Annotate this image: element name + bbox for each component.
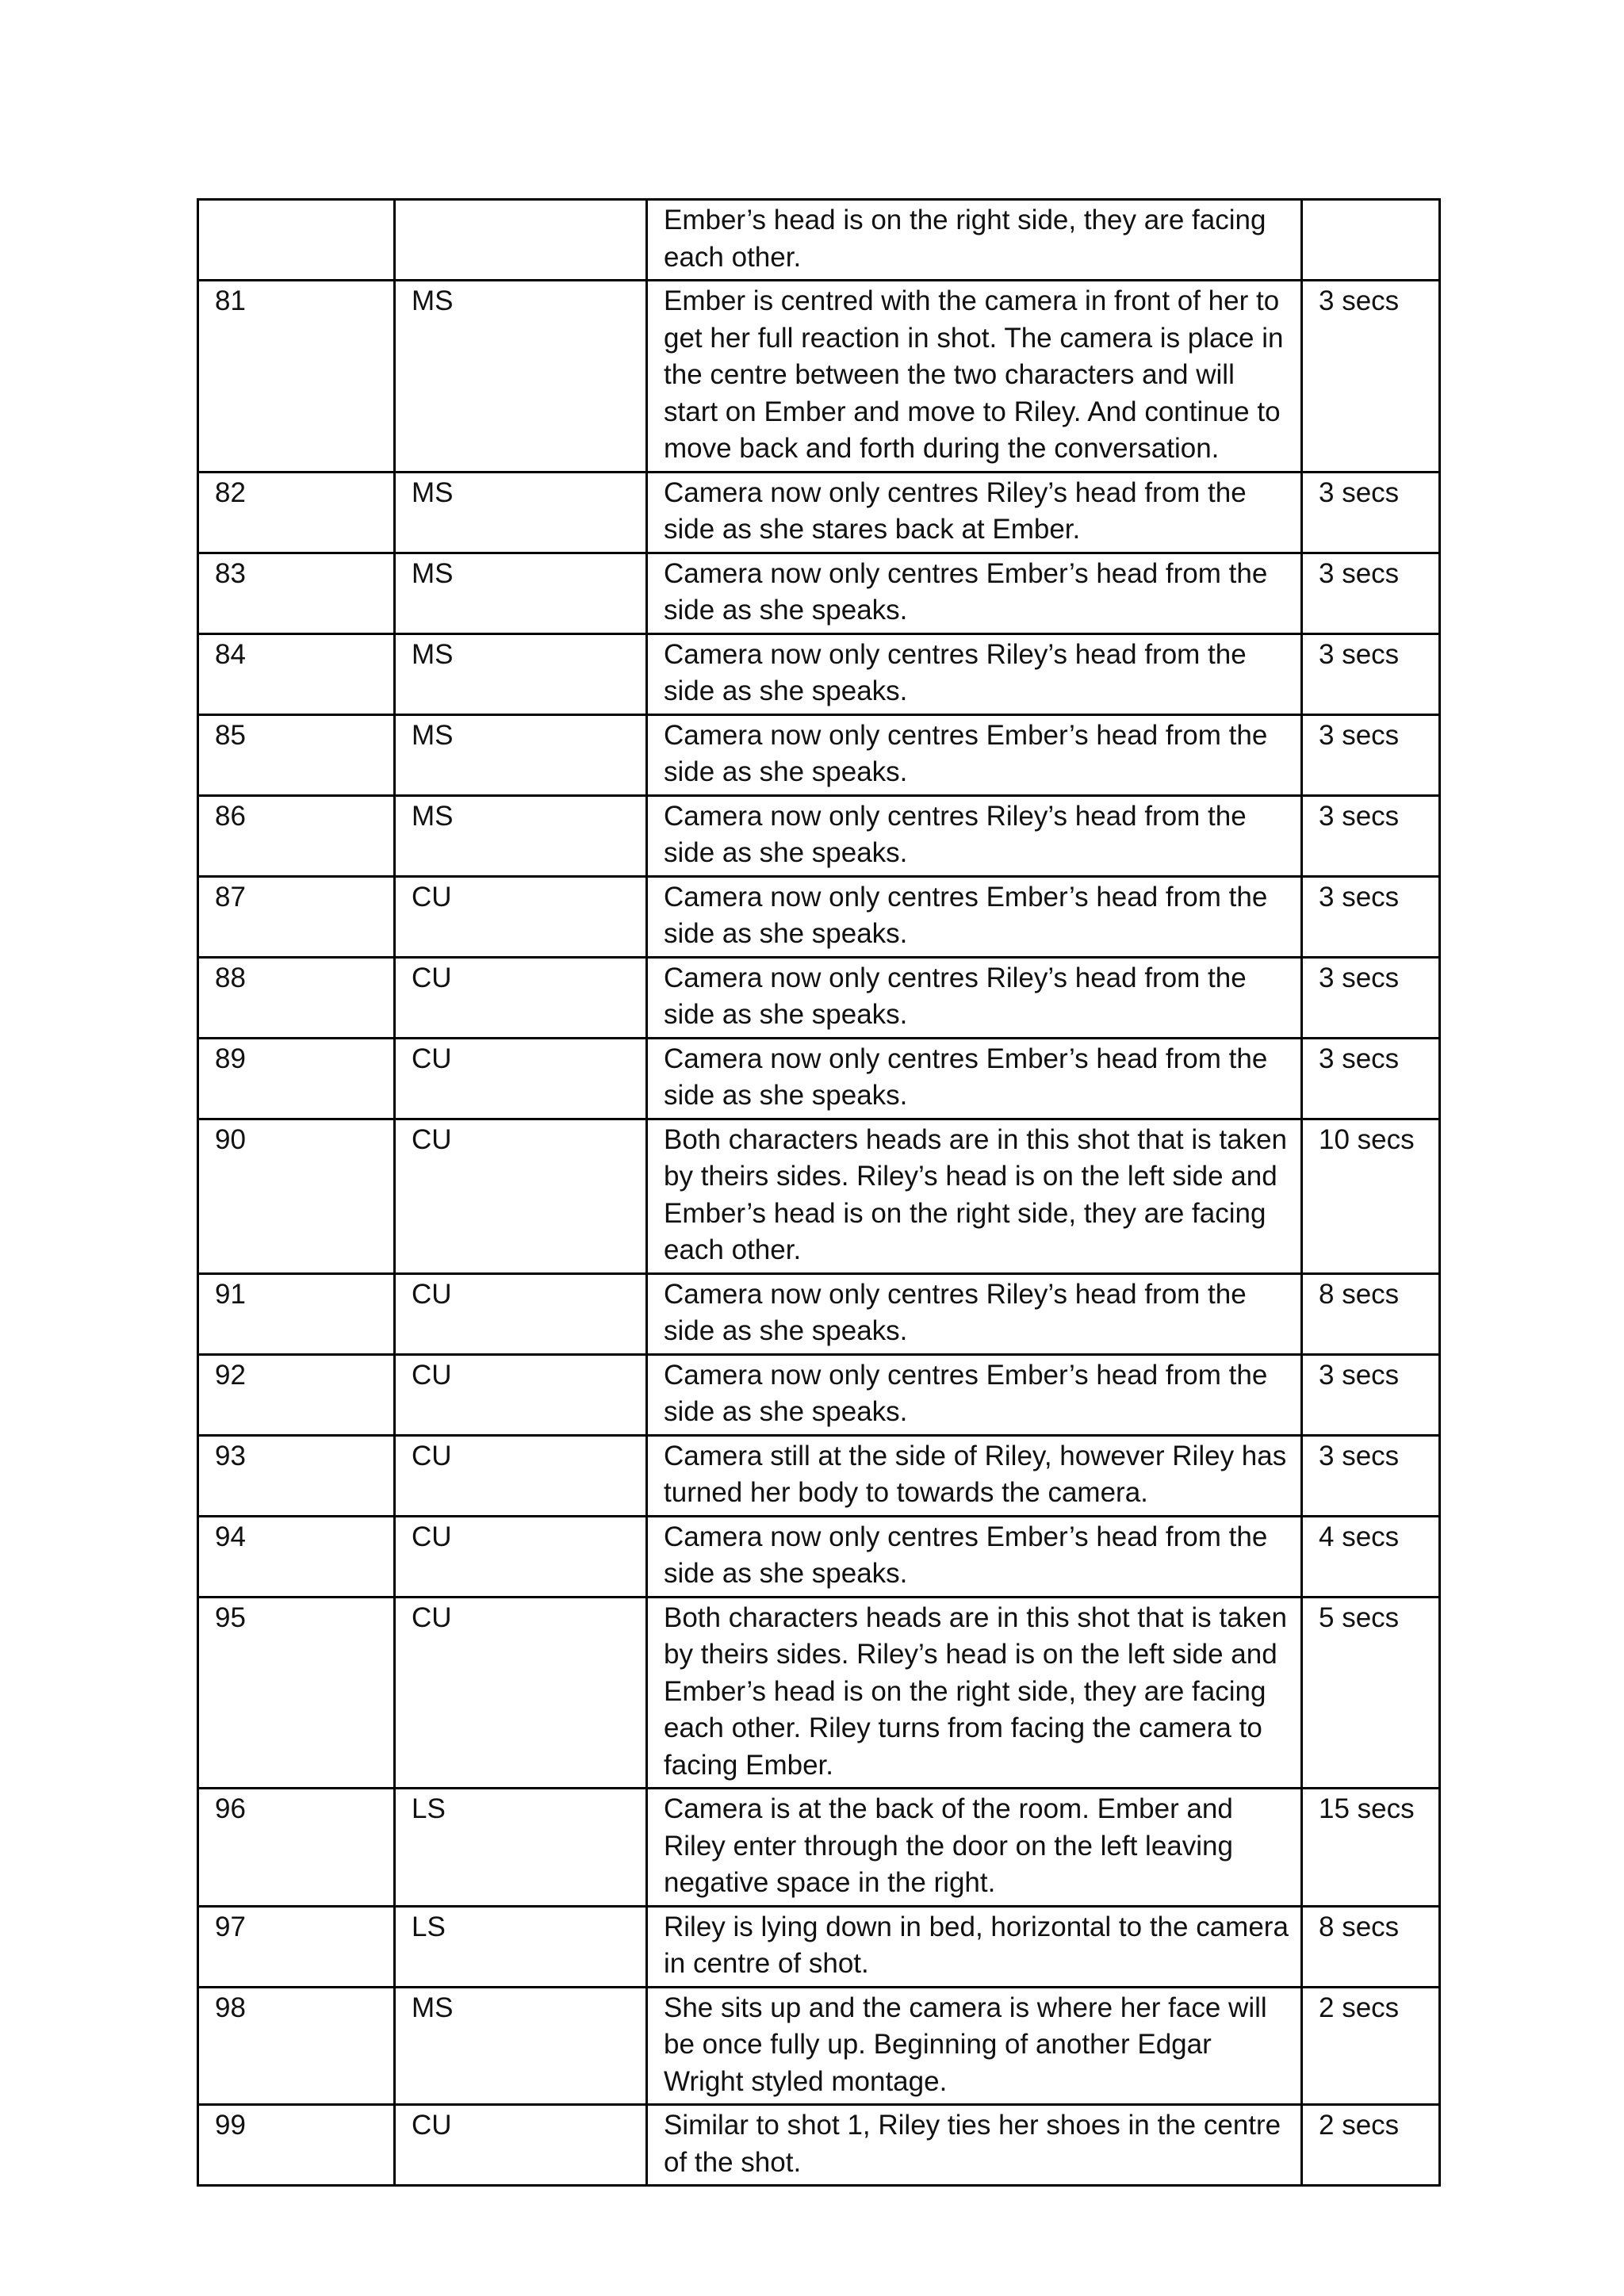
shot-number-cell: 96 — [198, 1789, 395, 1907]
shot-duration-cell: 2 secs — [1302, 2105, 1440, 2186]
shot-type-cell: MS — [395, 553, 647, 633]
table-row — [198, 1354, 1440, 1435]
shot-description-cell: She sits up and the camera is where her face will be once fully up. Beginning of another Edgar Wright styled montage. — [647, 1987, 1302, 2105]
shot-description-cell: Camera now only centres Riley’s head from the side as she speaks. — [647, 1273, 1302, 1354]
shot-number-cell: 82 — [198, 472, 395, 553]
shot-type-cell: CU — [395, 876, 647, 957]
shot-number-cell: 92 — [198, 1354, 395, 1435]
shot-duration-cell: 15 secs — [1302, 1789, 1440, 1907]
shot-duration-cell: 5 secs — [1302, 1597, 1440, 1789]
shot-description-cell: Similar to shot 1, Riley ties her shoes in the centre of the shot. — [647, 2105, 1302, 2186]
table-row — [198, 876, 1440, 957]
shot-description-cell: Both characters heads are in this shot that is taken by theirs sides. Riley’s head is on the left side and Ember’s head is on the right side, they are facing each other. Riley turns from facing the camera to facing Ember. — [647, 1597, 1302, 1789]
table-row — [198, 1516, 1440, 1597]
table-row — [198, 1038, 1440, 1119]
shot-type-cell: MS — [395, 633, 647, 714]
table-row — [198, 1273, 1440, 1354]
table-row — [198, 714, 1440, 795]
shot-number-cell: 95 — [198, 1597, 395, 1789]
table-row — [198, 200, 1440, 281]
shot-duration-cell: 3 secs — [1302, 281, 1440, 473]
shot-description-cell: Camera now only centres Ember’s head from the side as she speaks. — [647, 876, 1302, 957]
table-row — [198, 957, 1440, 1038]
shot-number-cell: 83 — [198, 553, 395, 633]
shot-duration-cell: 3 secs — [1302, 876, 1440, 957]
shot-number-cell: 94 — [198, 1516, 395, 1597]
shot-duration-cell: 4 secs — [1302, 1516, 1440, 1597]
shot-description-cell: Ember’s head is on the right side, they are facing each other. — [647, 200, 1302, 281]
shot-type-cell: CU — [395, 1516, 647, 1597]
shot-type-cell: MS — [395, 795, 647, 876]
shot-type-cell: CU — [395, 1354, 647, 1435]
shot-description-cell: Riley is lying down in bed, horizontal to the camera in centre of shot. — [647, 1906, 1302, 1987]
shot-description-cell: Camera now only centres Riley’s head from the side as she speaks. — [647, 633, 1302, 714]
shot-type-cell: LS — [395, 1789, 647, 1907]
shot-type-cell: CU — [395, 1273, 647, 1354]
shot-description-cell: Camera now only centres Riley’s head from the side as she stares back at Ember. — [647, 472, 1302, 553]
table-row — [198, 2105, 1440, 2186]
shot-duration-cell: 3 secs — [1302, 714, 1440, 795]
shot-duration-cell: 3 secs — [1302, 1038, 1440, 1119]
shot-type-cell: MS — [395, 472, 647, 553]
shot-number-cell: 84 — [198, 633, 395, 714]
shot-list-body — [198, 200, 1440, 2186]
table-row — [198, 1119, 1440, 1273]
shot-duration-cell: 3 secs — [1302, 1435, 1440, 1516]
shot-duration-cell: 8 secs — [1302, 1906, 1440, 1987]
shot-duration-cell: 3 secs — [1302, 1354, 1440, 1435]
shot-duration-cell: 8 secs — [1302, 1273, 1440, 1354]
shot-type-cell: MS — [395, 1987, 647, 2105]
table-row — [198, 472, 1440, 553]
shot-number-cell: 81 — [198, 281, 395, 473]
shot-description-cell: Camera is at the back of the room. Ember and Riley enter through the door on the left leaving negative space in the right. — [647, 1789, 1302, 1907]
shot-number-cell: 98 — [198, 1987, 395, 2105]
shot-description-cell: Camera now only centres Ember’s head from the side as she speaks. — [647, 1354, 1302, 1435]
shot-description-cell: Camera now only centres Ember’s head from the side as she speaks. — [647, 1038, 1302, 1119]
shot-type-cell: CU — [395, 957, 647, 1038]
table-row — [198, 1906, 1440, 1987]
shot-type-cell: CU — [395, 1119, 647, 1273]
shot-description-cell: Camera now only centres Ember’s head from the side as she speaks. — [647, 714, 1302, 795]
shot-description-cell: Ember is centred with the camera in front of her to get her full reaction in shot. The camera is place in the centre between the two characters and will start on Ember and move to Riley. And continue to move back and forth during the conversation. — [647, 281, 1302, 473]
shot-number-cell: 99 — [198, 2105, 395, 2186]
shot-type-cell — [395, 200, 647, 281]
shot-type-cell: MS — [395, 281, 647, 473]
shot-number-cell: 97 — [198, 1906, 395, 1987]
shot-type-cell: MS — [395, 714, 647, 795]
shot-type-cell: CU — [395, 1597, 647, 1789]
shot-description-cell: Camera now only centres Ember’s head from the side as she speaks. — [647, 553, 1302, 633]
table-row — [198, 795, 1440, 876]
table-row — [198, 553, 1440, 633]
shot-number-cell: 85 — [198, 714, 395, 795]
shot-description-cell: Camera now only centres Riley’s head from the side as she speaks. — [647, 795, 1302, 876]
table-row — [198, 1435, 1440, 1516]
shot-number-cell: 86 — [198, 795, 395, 876]
shot-duration-cell: 2 secs — [1302, 1987, 1440, 2105]
shot-description-cell: Camera still at the side of Riley, however Riley has turned her body to towards the camera. — [647, 1435, 1302, 1516]
shot-number-cell: 91 — [198, 1273, 395, 1354]
shot-duration-cell: 3 secs — [1302, 633, 1440, 714]
shot-number-cell: 88 — [198, 957, 395, 1038]
shot-number-cell: 89 — [198, 1038, 395, 1119]
shot-description-cell: Camera now only centres Riley’s head from the side as she speaks. — [647, 957, 1302, 1038]
shot-duration-cell — [1302, 200, 1440, 281]
table-row — [198, 1789, 1440, 1907]
table-row — [198, 1597, 1440, 1789]
shot-number-cell — [198, 200, 395, 281]
shot-type-cell: CU — [395, 1435, 647, 1516]
shot-duration-cell: 3 secs — [1302, 472, 1440, 553]
shot-duration-cell: 3 secs — [1302, 957, 1440, 1038]
shot-number-cell: 93 — [198, 1435, 395, 1516]
shot-duration-cell: 3 secs — [1302, 795, 1440, 876]
shot-duration-cell: 10 secs — [1302, 1119, 1440, 1273]
shot-type-cell: CU — [395, 1038, 647, 1119]
shot-type-cell: LS — [395, 1906, 647, 1987]
shot-description-cell: Both characters heads are in this shot that is taken by theirs sides. Riley’s head is on the left side and Ember’s head is on the right side, they are facing each other. — [647, 1119, 1302, 1273]
table-row — [198, 281, 1440, 473]
shot-type-cell: CU — [395, 2105, 647, 2186]
shot-duration-cell: 3 secs — [1302, 553, 1440, 633]
table-row — [198, 633, 1440, 714]
table-row — [198, 1987, 1440, 2105]
shot-description-cell: Camera now only centres Ember’s head from the side as she speaks. — [647, 1516, 1302, 1597]
shot-number-cell: 90 — [198, 1119, 395, 1273]
shot-list-table — [197, 198, 1441, 2187]
shot-number-cell: 87 — [198, 876, 395, 957]
